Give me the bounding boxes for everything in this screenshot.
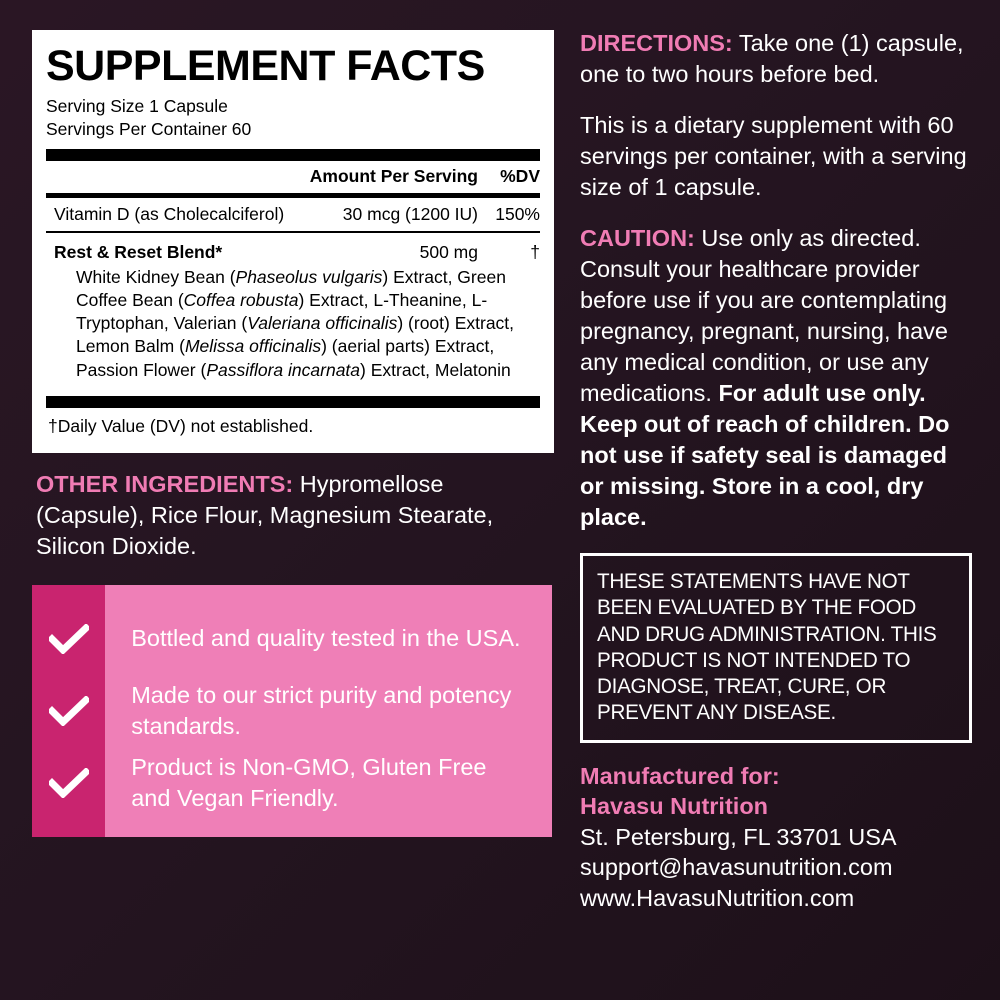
- caution-label: CAUTION:: [580, 225, 695, 252]
- list-item: Made to our strict purity and potency standards.: [131, 682, 512, 739]
- blend-name: Rest & Reset Blend*: [54, 241, 223, 262]
- other-ingredients-text: Hypromellose (Capsule), Rice Flour, Magnesium Stearate, Silicon Dioxide.: [36, 470, 494, 560]
- nutrient-amount: 30 mcg (1200 IU): [342, 204, 478, 225]
- table-row: [46, 198, 540, 231]
- other-ingredients: [32, 469, 554, 563]
- page-title: SUPPLEMENT FACTS: [46, 42, 485, 90]
- caution-text: Use only as directed. Consult your healthcare provider before use if you are contemplating pregnancy, pregnant, nursing, have any medical condition, or use any medications.: [580, 225, 948, 407]
- nutrient-dv: 150%: [495, 204, 540, 225]
- divider-thick-bottom: [46, 396, 540, 408]
- table-row: [46, 233, 540, 264]
- directions-label: DIRECTIONS:: [580, 30, 733, 56]
- supplement-facts-panel: [32, 30, 554, 453]
- manufacturer-email[interactable]: support@havasunutrition.com: [580, 854, 893, 881]
- left-column: [32, 30, 554, 837]
- nutrient-name: Vitamin D (as Cholecalciferol): [54, 204, 285, 225]
- blend-dv: †: [530, 241, 540, 262]
- caution: [580, 223, 972, 533]
- fda-statement-box: [580, 553, 972, 742]
- benefit-list: [105, 585, 552, 837]
- servings-per-container: Servings Per Container 60: [46, 119, 252, 140]
- right-column: [580, 28, 972, 913]
- column-header-dv: %DV: [500, 166, 540, 187]
- list-item: Product is Non-GMO, Gluten Free and Vegan Friendly.: [131, 754, 487, 811]
- check-column: [32, 585, 105, 837]
- blend-ingredients: White Kidney Bean (Phaseolus vulgaris) Extract, Green Coffee Bean (Coffea robusta) Extract, L-Theanine, L-Tryptophan, Valerian (Valeriana officinalis) (root) Extract, Lemon Balm (Melissa officinalis) (aerial parts) Extract, Passion Flower (Passiflora incarnata) Extract, Melatonin: [76, 266, 515, 380]
- fda-statement: THESE STATEMENTS HAVE NOT BEEN EVALUATED BY THE FOOD AND DRUG ADMINISTRATION. THIS PRODUCT IS NOT INTENDED TO DIAGNOSE, TREAT, CURE, OR PREVENT ANY DISEASE.: [597, 569, 937, 725]
- other-ingredients-label: OTHER INGREDIENTS:: [36, 470, 294, 497]
- column-header-amount: Amount Per Serving: [309, 166, 478, 187]
- list-item: Bottled and quality tested in the USA.: [131, 625, 521, 652]
- manufacturer-heading: Manufactured for:: [580, 762, 780, 789]
- check-icon: [49, 675, 89, 747]
- manufacturer-block: [580, 761, 972, 914]
- dietary-note: This is a dietary supplement with 60 servings per container, with a serving size of 1 capsule.: [580, 112, 967, 201]
- manufacturer-address: St. Petersburg, FL 33701 USA: [580, 823, 897, 850]
- manufacturer-website[interactable]: www.HavasuNutrition.com: [580, 884, 855, 911]
- manufacturer-name: Havasu Nutrition: [580, 793, 769, 820]
- check-icon: [49, 747, 89, 819]
- daily-value-footnote: †Daily Value (DV) not established.: [48, 415, 314, 436]
- check-icon: [49, 603, 89, 675]
- directions: [580, 28, 972, 90]
- benefits-panel: [32, 585, 552, 837]
- blend-amount: 500 mg: [419, 241, 478, 262]
- table-header-row: [46, 161, 540, 193]
- divider-thick: [46, 149, 540, 161]
- caution-bold-text: For adult use only. Keep out of reach of children. Do not use if safety seal is damaged or missing. Store in a cool, dry place.: [580, 380, 950, 531]
- directions-text: Take one (1) capsule, one to two hours before bed.: [580, 30, 964, 88]
- serving-size: Serving Size 1 Capsule: [46, 96, 228, 117]
